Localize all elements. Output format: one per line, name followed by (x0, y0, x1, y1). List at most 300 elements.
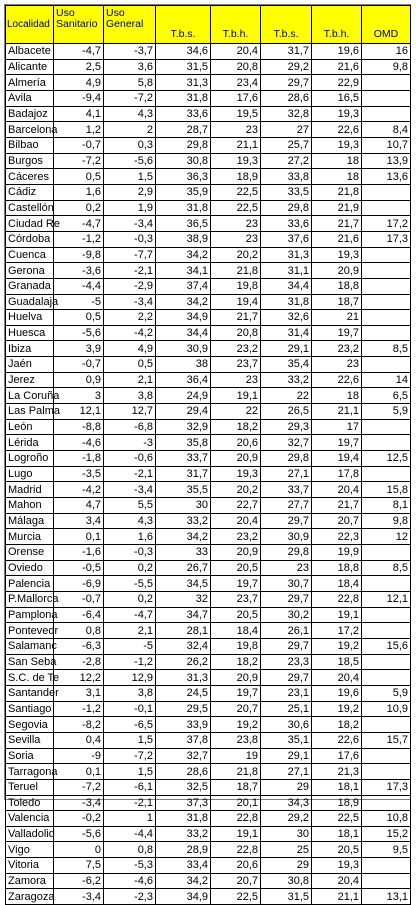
cell-tbs-1[interactable]: 32,4 (156, 638, 211, 654)
cell-tbh-1[interactable]: 21,8 (211, 263, 261, 279)
cell-localidad[interactable]: Zamora (6, 873, 54, 889)
cell-tbs-1[interactable]: 33,2 (156, 826, 211, 842)
cell-tbh-1[interactable]: 23,4 (211, 75, 261, 91)
cell-uso-general[interactable]: 0,8 (104, 842, 156, 858)
cell-tbs-2[interactable]: 26,1 (261, 623, 312, 639)
cell-omd[interactable] (362, 325, 411, 341)
cell-tbh-2[interactable]: 22,8 (312, 591, 362, 607)
cell-localidad[interactable]: San Seba (6, 654, 54, 670)
cell-tbh-2[interactable]: 17,8 (312, 466, 362, 482)
cell-tbs-2[interactable]: 34,3 (261, 795, 312, 811)
cell-tbs-1[interactable]: 29,5 (156, 701, 211, 717)
cell-omd[interactable] (362, 873, 411, 889)
cell-tbh-1[interactable]: 18,2 (211, 419, 261, 435)
cell-uso-sanitario[interactable]: 4,9 (54, 75, 104, 91)
cell-tbs-1[interactable]: 32,9 (156, 419, 211, 435)
cell-uso-sanitario[interactable]: -7,2 (54, 153, 104, 169)
cell-uso-general[interactable]: -6,1 (104, 779, 156, 795)
cell-uso-sanitario[interactable]: 0,2 (54, 200, 104, 216)
cell-uso-general[interactable]: -2,3 (104, 889, 156, 905)
cell-uso-sanitario[interactable]: -5,6 (54, 826, 104, 842)
cell-localidad[interactable]: Vitoria (6, 858, 54, 874)
cell-uso-sanitario[interactable]: 0,8 (54, 623, 104, 639)
cell-tbs-1[interactable]: 34,5 (156, 576, 211, 592)
cell-omd[interactable]: 10,9 (362, 701, 411, 717)
cell-uso-general[interactable]: -4,4 (104, 826, 156, 842)
cell-uso-general[interactable]: -4,2 (104, 325, 156, 341)
cell-omd[interactable]: 9,5 (362, 842, 411, 858)
cell-tbs-2[interactable]: 29,7 (261, 670, 312, 686)
cell-localidad[interactable]: Soria (6, 748, 54, 764)
cell-uso-sanitario[interactable]: 0,1 (54, 529, 104, 545)
cell-localidad[interactable]: Ciudad Re (6, 216, 54, 232)
cell-localidad[interactable]: Barcelona (6, 122, 54, 138)
cell-uso-general[interactable]: -7,2 (104, 90, 156, 106)
cell-tbs-2[interactable]: 29,7 (261, 591, 312, 607)
cell-tbs-1[interactable]: 37,8 (156, 732, 211, 748)
cell-localidad[interactable]: Jerez (6, 372, 54, 388)
cell-uso-general[interactable]: 3,8 (104, 685, 156, 701)
cell-uso-general[interactable]: 2,1 (104, 623, 156, 639)
cell-localidad[interactable]: S.C. de Te (6, 670, 54, 686)
cell-tbh-2[interactable]: 22,3 (312, 529, 362, 545)
cell-uso-general[interactable]: -7,7 (104, 247, 156, 263)
cell-uso-sanitario[interactable]: -1,8 (54, 451, 104, 467)
cell-uso-general[interactable]: 2 (104, 122, 156, 138)
cell-tbs-2[interactable]: 27,1 (261, 466, 312, 482)
cell-tbh-1[interactable]: 19,3 (211, 153, 261, 169)
cell-omd[interactable]: 16 (362, 44, 411, 60)
cell-localidad[interactable]: Castellón (6, 200, 54, 216)
cell-uso-sanitario[interactable]: -6,3 (54, 638, 104, 654)
cell-tbs-1[interactable]: 34,2 (156, 247, 211, 263)
cell-uso-general[interactable]: 4,3 (104, 513, 156, 529)
cell-uso-sanitario[interactable]: -3,6 (54, 263, 104, 279)
cell-tbs-2[interactable]: 33,8 (261, 169, 312, 185)
cell-tbs-1[interactable]: 32 (156, 591, 211, 607)
cell-uso-sanitario[interactable]: -9,4 (54, 90, 104, 106)
cell-localidad[interactable]: Tarragona (6, 764, 54, 780)
cell-tbh-1[interactable]: 23,2 (211, 529, 261, 545)
cell-uso-sanitario[interactable]: 3,9 (54, 341, 104, 357)
cell-tbs-2[interactable]: 29,7 (261, 513, 312, 529)
cell-omd[interactable] (362, 278, 411, 294)
cell-localidad[interactable]: Pontevedr (6, 623, 54, 639)
cell-uso-sanitario[interactable]: 7,5 (54, 858, 104, 874)
cell-tbs-2[interactable]: 37,6 (261, 231, 312, 247)
cell-localidad[interactable]: Teruel (6, 779, 54, 795)
cell-tbh-2[interactable]: 17 (312, 419, 362, 435)
cell-tbh-1[interactable]: 23 (211, 122, 261, 138)
cell-tbs-2[interactable]: 26,5 (261, 404, 312, 420)
cell-uso-sanitario[interactable]: 1,2 (54, 122, 104, 138)
cell-uso-general[interactable]: 4,3 (104, 106, 156, 122)
cell-tbh-2[interactable]: 21,7 (312, 216, 362, 232)
cell-localidad[interactable]: Bilbao (6, 137, 54, 153)
cell-localidad[interactable]: Santander (6, 685, 54, 701)
cell-uso-general[interactable]: -2,1 (104, 795, 156, 811)
cell-localidad[interactable]: Mahon (6, 498, 54, 514)
cell-omd[interactable]: 5,9 (362, 685, 411, 701)
cell-uso-general[interactable]: 3,8 (104, 388, 156, 404)
cell-uso-general[interactable]: 4,9 (104, 341, 156, 357)
cell-tbs-1[interactable]: 30,8 (156, 153, 211, 169)
cell-omd[interactable] (362, 419, 411, 435)
cell-tbh-1[interactable]: 23 (211, 372, 261, 388)
cell-tbs-2[interactable]: 31,8 (261, 294, 312, 310)
cell-tbs-1[interactable]: 34,9 (156, 310, 211, 326)
cell-tbs-1[interactable]: 34,2 (156, 873, 211, 889)
cell-uso-sanitario[interactable]: -1,2 (54, 701, 104, 717)
cell-tbh-2[interactable]: 22,5 (312, 811, 362, 827)
cell-tbs-1[interactable]: 33,4 (156, 858, 211, 874)
cell-tbs-2[interactable]: 30,2 (261, 607, 312, 623)
cell-uso-sanitario[interactable]: 0,5 (54, 169, 104, 185)
cell-tbh-1[interactable]: 23,7 (211, 357, 261, 373)
cell-tbs-2[interactable]: 27,1 (261, 764, 312, 780)
cell-tbs-2[interactable]: 33,2 (261, 372, 312, 388)
cell-tbh-1[interactable]: 20,1 (211, 795, 261, 811)
cell-uso-general[interactable]: 5,5 (104, 498, 156, 514)
cell-uso-sanitario[interactable]: -4,4 (54, 278, 104, 294)
cell-localidad[interactable]: Avila (6, 90, 54, 106)
cell-uso-general[interactable]: 12,9 (104, 670, 156, 686)
cell-tbh-1[interactable]: 19,1 (211, 388, 261, 404)
cell-tbh-1[interactable]: 19,8 (211, 638, 261, 654)
cell-localidad[interactable]: Cuenca (6, 247, 54, 263)
cell-tbh-1[interactable]: 22,5 (211, 200, 261, 216)
cell-localidad[interactable]: Jaén (6, 357, 54, 373)
cell-tbh-2[interactable]: 22,6 (312, 122, 362, 138)
cell-tbh-2[interactable]: 18,5 (312, 654, 362, 670)
cell-tbs-1[interactable]: 32,5 (156, 779, 211, 795)
cell-tbh-2[interactable]: 22,9 (312, 75, 362, 91)
cell-tbs-1[interactable]: 36,4 (156, 372, 211, 388)
cell-localidad[interactable]: Guadalaja (6, 294, 54, 310)
cell-tbh-1[interactable]: 20,6 (211, 435, 261, 451)
cell-uso-sanitario[interactable]: -0,7 (54, 591, 104, 607)
cell-tbs-2[interactable]: 33,5 (261, 184, 312, 200)
cell-uso-sanitario[interactable]: -6,4 (54, 607, 104, 623)
cell-omd[interactable] (362, 106, 411, 122)
cell-tbh-2[interactable]: 23,2 (312, 341, 362, 357)
cell-tbh-1[interactable]: 20,7 (211, 701, 261, 717)
cell-tbs-1[interactable]: 35,9 (156, 184, 211, 200)
cell-tbh-2[interactable]: 18 (312, 153, 362, 169)
cell-tbh-2[interactable]: 18,1 (312, 779, 362, 795)
cell-localidad[interactable]: Sevilla (6, 732, 54, 748)
cell-tbh-2[interactable]: 18,4 (312, 576, 362, 592)
cell-omd[interactable] (362, 263, 411, 279)
cell-omd[interactable]: 9,8 (362, 59, 411, 75)
cell-tbs-1[interactable]: 24,5 (156, 685, 211, 701)
cell-omd[interactable] (362, 247, 411, 263)
cell-tbh-2[interactable]: 18,2 (312, 717, 362, 733)
cell-uso-sanitario[interactable]: 3,1 (54, 685, 104, 701)
cell-tbs-2[interactable]: 31,1 (261, 263, 312, 279)
cell-uso-sanitario[interactable]: 0,5 (54, 310, 104, 326)
cell-uso-general[interactable]: -5,5 (104, 576, 156, 592)
cell-tbh-1[interactable]: 18,4 (211, 623, 261, 639)
cell-tbs-2[interactable]: 31,5 (261, 889, 312, 905)
cell-omd[interactable]: 17,2 (362, 216, 411, 232)
cell-uso-general[interactable]: -3,4 (104, 216, 156, 232)
cell-uso-general[interactable]: 2,1 (104, 372, 156, 388)
cell-tbh-1[interactable]: 20,8 (211, 59, 261, 75)
cell-tbs-2[interactable]: 30,6 (261, 717, 312, 733)
cell-uso-general[interactable]: -5 (104, 638, 156, 654)
cell-tbs-2[interactable]: 29,1 (261, 748, 312, 764)
cell-tbh-2[interactable]: 19,6 (312, 685, 362, 701)
cell-tbh-2[interactable]: 18,9 (312, 795, 362, 811)
cell-uso-general[interactable]: 2,2 (104, 310, 156, 326)
cell-localidad[interactable]: Las Palma (6, 404, 54, 420)
cell-localidad[interactable]: Albacete (6, 44, 54, 60)
cell-uso-general[interactable]: -1,2 (104, 654, 156, 670)
cell-tbh-1[interactable]: 22,7 (211, 498, 261, 514)
cell-uso-general[interactable]: -0,6 (104, 451, 156, 467)
cell-tbs-2[interactable]: 30,8 (261, 873, 312, 889)
cell-tbh-2[interactable]: 19,2 (312, 638, 362, 654)
cell-tbs-1[interactable]: 26,2 (156, 654, 211, 670)
cell-localidad[interactable]: Badajoz (6, 106, 54, 122)
cell-localidad[interactable]: Orense (6, 545, 54, 561)
cell-tbs-2[interactable]: 35,4 (261, 357, 312, 373)
cell-omd[interactable]: 15,7 (362, 732, 411, 748)
cell-tbh-1[interactable]: 22,8 (211, 811, 261, 827)
cell-uso-general[interactable]: -3,4 (104, 294, 156, 310)
cell-tbh-1[interactable]: 20,8 (211, 325, 261, 341)
cell-tbs-2[interactable]: 25,7 (261, 137, 312, 153)
cell-tbs-1[interactable]: 29,8 (156, 137, 211, 153)
cell-uso-general[interactable]: 1,9 (104, 200, 156, 216)
cell-uso-sanitario[interactable]: -0,2 (54, 811, 104, 827)
cell-tbs-1[interactable]: 31,8 (156, 811, 211, 827)
cell-tbh-2[interactable]: 21 (312, 310, 362, 326)
cell-omd[interactable] (362, 764, 411, 780)
cell-tbh-2[interactable]: 20,4 (312, 482, 362, 498)
cell-tbs-2[interactable]: 28,6 (261, 90, 312, 106)
cell-uso-sanitario[interactable]: 1,6 (54, 184, 104, 200)
cell-localidad[interactable]: Córdoba (6, 231, 54, 247)
cell-tbh-1[interactable]: 23 (211, 231, 261, 247)
cell-omd[interactable]: 6,5 (362, 388, 411, 404)
cell-omd[interactable] (362, 357, 411, 373)
cell-omd[interactable] (362, 717, 411, 733)
cell-omd[interactable] (362, 90, 411, 106)
cell-tbh-1[interactable]: 20,2 (211, 247, 261, 263)
cell-tbs-2[interactable]: 25 (261, 842, 312, 858)
cell-tbs-1[interactable]: 31,5 (156, 59, 211, 75)
cell-tbs-2[interactable]: 29,8 (261, 545, 312, 561)
cell-tbs-2[interactable]: 27,2 (261, 153, 312, 169)
cell-uso-sanitario[interactable]: -3,5 (54, 466, 104, 482)
cell-omd[interactable] (362, 795, 411, 811)
cell-uso-general[interactable]: 1,5 (104, 732, 156, 748)
cell-uso-sanitario[interactable]: -4,7 (54, 216, 104, 232)
cell-tbs-1[interactable]: 36,5 (156, 216, 211, 232)
cell-uso-general[interactable]: -0,3 (104, 231, 156, 247)
cell-omd[interactable]: 17,3 (362, 779, 411, 795)
cell-tbs-1[interactable]: 33 (156, 545, 211, 561)
cell-uso-general[interactable]: -0,1 (104, 701, 156, 717)
cell-localidad[interactable]: Vigo (6, 842, 54, 858)
cell-omd[interactable]: 9,8 (362, 513, 411, 529)
cell-tbs-2[interactable]: 25,1 (261, 701, 312, 717)
cell-localidad[interactable]: Cáceres (6, 169, 54, 185)
cell-uso-sanitario[interactable]: 3 (54, 388, 104, 404)
cell-omd[interactable] (362, 858, 411, 874)
cell-localidad[interactable]: Pamplona (6, 607, 54, 623)
cell-tbs-2[interactable]: 32,7 (261, 435, 312, 451)
cell-tbh-2[interactable]: 19,1 (312, 607, 362, 623)
cell-tbs-2[interactable]: 29,8 (261, 200, 312, 216)
cell-tbs-1[interactable]: 31,8 (156, 90, 211, 106)
cell-omd[interactable] (362, 607, 411, 623)
cell-uso-sanitario[interactable]: -9,8 (54, 247, 104, 263)
cell-uso-sanitario[interactable]: -4,7 (54, 44, 104, 60)
cell-tbs-1[interactable]: 30,9 (156, 341, 211, 357)
cell-omd[interactable]: 13,1 (362, 889, 411, 905)
cell-localidad[interactable]: Zaragoza (6, 889, 54, 905)
cell-uso-general[interactable]: -6,5 (104, 717, 156, 733)
cell-uso-general[interactable]: -7,2 (104, 748, 156, 764)
cell-tbs-1[interactable]: 28,7 (156, 122, 211, 138)
cell-tbs-1[interactable]: 35,8 (156, 435, 211, 451)
cell-tbh-1[interactable]: 23,7 (211, 591, 261, 607)
cell-tbh-2[interactable]: 17,2 (312, 623, 362, 639)
cell-tbh-2[interactable]: 18 (312, 388, 362, 404)
cell-uso-sanitario[interactable]: 12,1 (54, 404, 104, 420)
cell-tbs-1[interactable]: 31,3 (156, 670, 211, 686)
cell-tbh-2[interactable]: 17,6 (312, 748, 362, 764)
cell-tbs-2[interactable]: 29,7 (261, 638, 312, 654)
cell-omd[interactable]: 15,6 (362, 638, 411, 654)
cell-tbh-2[interactable]: 19,3 (312, 137, 362, 153)
cell-tbs-2[interactable]: 29,7 (261, 75, 312, 91)
cell-uso-sanitario[interactable]: -1,6 (54, 545, 104, 561)
cell-tbh-2[interactable]: 21,7 (312, 498, 362, 514)
cell-tbh-1[interactable]: 19,7 (211, 576, 261, 592)
cell-localidad[interactable]: León (6, 419, 54, 435)
cell-tbh-2[interactable]: 19,6 (312, 44, 362, 60)
cell-tbs-1[interactable]: 33,6 (156, 106, 211, 122)
cell-uso-general[interactable]: -3,7 (104, 44, 156, 60)
cell-tbh-2[interactable]: 19,3 (312, 106, 362, 122)
cell-omd[interactable] (362, 435, 411, 451)
cell-localidad[interactable]: Palencia (6, 576, 54, 592)
cell-tbh-1[interactable]: 20,7 (211, 873, 261, 889)
cell-tbs-2[interactable]: 29,2 (261, 811, 312, 827)
cell-tbs-1[interactable]: 29,4 (156, 404, 211, 420)
cell-uso-sanitario[interactable]: -6,9 (54, 576, 104, 592)
cell-tbh-1[interactable]: 20,5 (211, 607, 261, 623)
cell-tbs-2[interactable]: 30,7 (261, 576, 312, 592)
cell-tbh-1[interactable]: 22,5 (211, 184, 261, 200)
cell-localidad[interactable]: Huesca (6, 325, 54, 341)
cell-localidad[interactable]: Oviedo (6, 560, 54, 576)
cell-tbh-1[interactable]: 23 (211, 216, 261, 232)
cell-uso-sanitario[interactable]: 2,5 (54, 59, 104, 75)
cell-tbs-1[interactable]: 31,8 (156, 200, 211, 216)
cell-tbh-2[interactable]: 18 (312, 169, 362, 185)
cell-uso-sanitario[interactable]: -3,4 (54, 795, 104, 811)
cell-tbh-1[interactable]: 19,2 (211, 717, 261, 733)
cell-tbh-1[interactable]: 20,2 (211, 482, 261, 498)
cell-tbs-1[interactable]: 34,6 (156, 44, 211, 60)
cell-localidad[interactable]: Almería (6, 75, 54, 91)
cell-tbh-1[interactable]: 18,2 (211, 654, 261, 670)
cell-uso-sanitario[interactable]: 4,7 (54, 498, 104, 514)
cell-localidad[interactable]: Cádiz (6, 184, 54, 200)
cell-tbh-2[interactable]: 21,1 (312, 404, 362, 420)
cell-omd[interactable]: 15,8 (362, 482, 411, 498)
cell-omd[interactable]: 10,8 (362, 811, 411, 827)
cell-tbh-1[interactable]: 20,9 (211, 670, 261, 686)
cell-uso-sanitario[interactable]: -0,7 (54, 357, 104, 373)
cell-tbs-2[interactable]: 33,6 (261, 216, 312, 232)
cell-tbs-1[interactable]: 34,1 (156, 263, 211, 279)
cell-tbh-1[interactable]: 20,9 (211, 451, 261, 467)
cell-uso-general[interactable]: 1,6 (104, 529, 156, 545)
cell-tbs-1[interactable]: 31,7 (156, 466, 211, 482)
cell-omd[interactable]: 12,5 (362, 451, 411, 467)
cell-tbs-2[interactable]: 23 (261, 560, 312, 576)
cell-tbs-1[interactable]: 36,3 (156, 169, 211, 185)
cell-tbs-2[interactable]: 34,4 (261, 278, 312, 294)
cell-omd[interactable] (362, 670, 411, 686)
cell-omd[interactable] (362, 184, 411, 200)
cell-tbs-1[interactable]: 38 (156, 357, 211, 373)
cell-omd[interactable] (362, 466, 411, 482)
cell-tbs-1[interactable]: 37,4 (156, 278, 211, 294)
cell-tbs-1[interactable]: 26,7 (156, 560, 211, 576)
cell-omd[interactable] (362, 623, 411, 639)
cell-tbh-1[interactable]: 20,9 (211, 545, 261, 561)
cell-uso-sanitario[interactable]: -2,8 (54, 654, 104, 670)
cell-omd[interactable]: 10,7 (362, 137, 411, 153)
cell-tbh-2[interactable]: 18,7 (312, 294, 362, 310)
cell-tbh-2[interactable]: 20,7 (312, 513, 362, 529)
cell-localidad[interactable]: Ibiza (6, 341, 54, 357)
cell-uso-sanitario[interactable]: 0,9 (54, 372, 104, 388)
cell-omd[interactable]: 8,5 (362, 560, 411, 576)
cell-omd[interactable] (362, 545, 411, 561)
cell-tbs-2[interactable]: 29,1 (261, 341, 312, 357)
cell-uso-sanitario[interactable]: -5 (54, 294, 104, 310)
cell-omd[interactable]: 13,6 (362, 169, 411, 185)
cell-tbs-1[interactable]: 28,9 (156, 842, 211, 858)
cell-localidad[interactable]: Valladolid (6, 826, 54, 842)
cell-uso-general[interactable]: 0,5 (104, 357, 156, 373)
cell-localidad[interactable]: La Coruña (6, 388, 54, 404)
cell-localidad[interactable]: Gerona (6, 263, 54, 279)
cell-omd[interactable]: 8,4 (362, 122, 411, 138)
cell-tbh-1[interactable]: 22,5 (211, 889, 261, 905)
cell-tbh-1[interactable]: 19,1 (211, 826, 261, 842)
cell-tbs-1[interactable]: 35,5 (156, 482, 211, 498)
cell-tbh-2[interactable]: 21,9 (312, 200, 362, 216)
cell-uso-sanitario[interactable]: 0,4 (54, 732, 104, 748)
cell-tbh-1[interactable]: 20,4 (211, 44, 261, 60)
cell-uso-general[interactable]: 3,6 (104, 59, 156, 75)
cell-uso-sanitario[interactable]: -1,2 (54, 231, 104, 247)
cell-tbh-2[interactable]: 19,4 (312, 451, 362, 467)
cell-uso-general[interactable]: 0,2 (104, 560, 156, 576)
cell-uso-sanitario[interactable]: 3,4 (54, 513, 104, 529)
cell-tbs-2[interactable]: 27,7 (261, 498, 312, 514)
cell-omd[interactable]: 17,3 (362, 231, 411, 247)
